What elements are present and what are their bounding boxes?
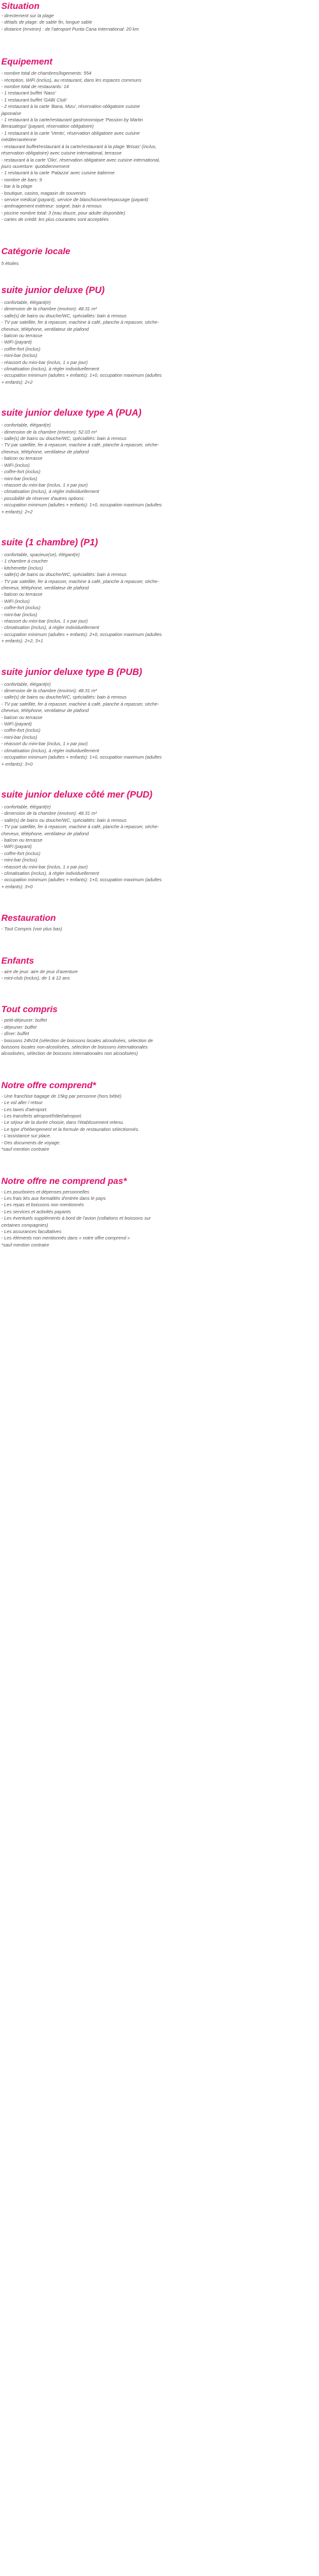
list-line: - petit-déjeuner: buffet xyxy=(1,1017,47,1024)
list-line: - occupation minimum (adultes + enfants): 1+0, occupation maximum (adultes xyxy=(1,502,162,508)
list-line: cheveux, téléphone, ventilateur de plafond xyxy=(1,830,89,837)
list-line: - Des documents de voyage. xyxy=(1,1139,61,1146)
list-line: méditerranéenne xyxy=(1,137,37,143)
list-line: certaines compagnies) xyxy=(1,1222,48,1228)
list-line: - salle(s) de bains ou douche/WC, spécialités: bain à remous xyxy=(1,694,127,701)
list-line: - mini-club (inclus), de 1 à 12 ans xyxy=(1,975,70,981)
room-heading: suite junior deluxe type B (PUB) xyxy=(1,667,142,678)
list-line: - Le séjour de la durée choisie, dans l'établissement retenu. xyxy=(1,1119,124,1126)
list-line: - piscine nombre total: 3 (eau douce, pour adulte disponible) xyxy=(1,209,126,216)
list-line: - aménagement extérieur: soigné, bain à remous xyxy=(1,203,102,209)
list-line: - confortable, spacieux(se), élégant(e) xyxy=(1,551,80,557)
list-line: - balcon ou terrasse xyxy=(1,455,43,462)
room-heading: suite junior deluxe type A (PUA) xyxy=(1,408,142,419)
hotel-info-page xyxy=(0,0,319,1248)
equipement-heading: Equipement xyxy=(1,56,53,67)
list-line: - WiFi (payant) xyxy=(1,721,32,727)
list-line: - confortable, élégant(e) xyxy=(1,681,51,687)
offre-comprend-section xyxy=(1,1079,318,1153)
list-line: *sauf mention contraire xyxy=(1,1241,50,1248)
list-line: cheveux, téléphone, ventilateur de plafond xyxy=(1,448,89,455)
rooms-container xyxy=(1,285,318,890)
list-line: - restaurant buffet/restaurant à la carte/restaurant à la plage 'Brisas' (inclus, xyxy=(1,143,157,149)
room-feature-list xyxy=(1,422,318,515)
list-line: - aire de jeux: aire de jeux d'aventure xyxy=(1,968,78,974)
list-line: - Les taxes d'aéroport. xyxy=(1,1106,48,1112)
list-line: - boissons 24h/24 (sélection de boissons locales alcoolisées, sélection de xyxy=(1,1037,153,1043)
list-line: - restaurant à la carte 'Olio', réservation obligatoire avec cuisine international, xyxy=(1,156,160,163)
list-line: *sauf mention contraire xyxy=(1,1146,50,1153)
list-line: - climatisation (inclus), à régler individuellement xyxy=(1,625,100,631)
list-line: - salle(s) de bains ou douche/WC, spécialités: bain à remous xyxy=(1,436,127,442)
list-line: - balcon ou terrasse xyxy=(1,333,43,338)
enfants-list xyxy=(1,969,318,982)
list-line: - possibilité de réserver d'autres options: xyxy=(1,495,85,501)
list-line: - cartes de crédit: les plus courantes sont acceptées xyxy=(1,216,109,223)
enfants-heading: Enfants xyxy=(1,955,34,966)
list-line: cheveux, téléphone, ventilateur de plafond xyxy=(1,326,89,332)
list-line: - coffre-fort (inclus) xyxy=(1,469,41,475)
list-line: - coffre-fort (inclus) xyxy=(1,345,41,352)
list-line: - dimension de la chambre (environ): 48.31 m² xyxy=(1,306,97,312)
list-line: - occupation minimum (adultes + enfants): 1+0, occupation maximum (adultes xyxy=(1,372,162,379)
list-line: Berasategui' (payant, réservation obligatoire) xyxy=(1,123,94,130)
restauration-list xyxy=(1,926,318,932)
list-line: - distance (environ) : de l'aéroport Punta Cana International: 20 km xyxy=(1,26,139,32)
list-line: - Les transferts aéroport/hôtel/aéroport. xyxy=(1,1113,82,1119)
list-line: - coffre-fort (inclus) xyxy=(1,605,41,611)
list-line: - bar à la plage xyxy=(1,183,33,190)
list-line: - dimension de la chambre (environ): 48.31 m² xyxy=(1,688,97,694)
list-line: - Tout Compris (voir plus bas) xyxy=(1,926,63,932)
equipement-section xyxy=(1,56,318,223)
list-line: - Les éventuels suppléments à bord de l'avion (collations et boissons sur xyxy=(1,1215,151,1222)
room-section xyxy=(1,407,318,515)
categorie-heading: Catégorie locale xyxy=(1,245,71,256)
list-line: - Les services et activités payants xyxy=(1,1208,71,1215)
offre-ne-comprend-heading: Notre offre ne comprend pas* xyxy=(1,1175,127,1186)
list-line: réservation obligatoire) avec cuisine international, terrasse xyxy=(1,150,122,156)
list-line: - balcon ou terrasse xyxy=(1,837,43,843)
room-section xyxy=(1,667,318,768)
list-line: - service médical (payant), service de blanchisserie/repassage (payant) xyxy=(1,196,149,202)
list-line: - WiFi (payant) xyxy=(1,844,32,850)
room-feature-list xyxy=(1,299,318,386)
room-heading: suite (1 chambre) (P1) xyxy=(1,537,98,548)
list-line: - mini-bar (inclus) xyxy=(1,475,38,481)
list-line: - 1 restaurant à la carte 'Vento', réservation obligatoire avec cuisine xyxy=(1,130,140,136)
list-line: - 2 restaurant à la carte 'Bana, Mizu', réservation obligatoire cuisine xyxy=(1,103,140,110)
list-line: - occupation minimum (adultes + enfants): 1+0, occupation maximum (adultes xyxy=(1,877,162,883)
list-line: - WiFi (inclus) xyxy=(1,598,30,604)
list-line: - Le vol aller / retour xyxy=(1,1100,43,1106)
room-feature-list xyxy=(1,552,318,645)
list-line: + enfants): 3+0 xyxy=(1,883,33,890)
list-line: - salle(s) de bains ou douche/WC, spécialités: bain à remous xyxy=(1,312,127,319)
list-line: - détails de plage: de sable fin, longue sable xyxy=(1,19,93,26)
list-line: - TV par satellite, fer à repasser, machine à café, planche à repasser, sèche- xyxy=(1,319,160,326)
list-line: - réassort du mini-bar (inclus, 1 x par jour) xyxy=(1,359,88,365)
list-line: - Les repas et boissons non mentionnés xyxy=(1,1202,84,1208)
tout-compris-list xyxy=(1,1017,318,1057)
restauration-section xyxy=(1,912,318,932)
tout-compris-heading: Tout compris xyxy=(1,1004,58,1015)
list-line: - 1 restaurant à la carte 'Palazza' avec cuisine italienne xyxy=(1,170,115,176)
offre-ne-comprend-section xyxy=(1,1175,318,1249)
list-line: + enfants): 2+2 xyxy=(1,508,33,515)
list-line: - 1 chambre à coucher xyxy=(1,558,48,564)
list-line: - directement sur la plage xyxy=(1,13,54,19)
list-line: - nombre total de chambres/logements: 554 xyxy=(1,70,92,77)
tout-compris-section xyxy=(1,1003,318,1057)
list-line: - coffre-fort (inclus) xyxy=(1,727,41,734)
list-line: - mini-bar (inclus) xyxy=(1,352,38,359)
list-line: - mini-bar (inclus) xyxy=(1,734,38,740)
list-line: - climatisation (inclus), à régler individuellement xyxy=(1,747,100,754)
list-line: - salle(s) de bains ou douche/WC, spécialités: bain à remous xyxy=(1,572,127,578)
list-line: - Le type d'hébergement et la formule de restauration sélectionnés. xyxy=(1,1126,140,1132)
list-line: - Les assurances facultatives xyxy=(1,1228,62,1234)
list-line: - TV par satellite, fer à repasser, machine à café, planche à repasser, sèche- xyxy=(1,824,160,830)
restauration-heading: Restauration xyxy=(1,913,56,923)
list-line: japonaise xyxy=(1,110,22,116)
list-line: boissons locales non-alcoolisées, sélection de boissons internationales xyxy=(1,1044,148,1050)
list-line: - confortable, élégant(e) xyxy=(1,299,51,305)
list-line: - TV par satellite, fer à repasser, machine à café, planche à repasser, sèche- xyxy=(1,442,160,448)
list-line: - occupation minimum (adultes + enfants): 1+0, occupation maximum (adultes xyxy=(1,754,162,761)
list-line: - dimension de la chambre (environ): 48.31 m² xyxy=(1,810,97,817)
situation-section xyxy=(1,0,318,33)
list-line: - WiFi (payant) xyxy=(1,339,32,345)
list-line: - TV par satellite, fer à repasser, machine à café, planche à repasser, sèche- xyxy=(1,578,160,584)
list-line: - 1 restaurant à la carte/restaurant gastronomique 'Passion by Martin xyxy=(1,117,144,123)
list-line: - confortable, élégant(e) xyxy=(1,422,51,428)
offre-ne-comprend-list xyxy=(1,1189,318,1249)
list-line: cheveux, téléphone, ventilateur de plafond xyxy=(1,584,89,591)
list-line: - réassort du mini-bar (inclus, 1 x par jour) xyxy=(1,741,88,747)
list-line: - dîner: buffet xyxy=(1,1031,29,1037)
list-line: - kitchenette (inclus) xyxy=(1,564,43,571)
list-line: - balcon ou terrasse xyxy=(1,591,43,598)
list-line: - mini-bar (inclus) xyxy=(1,611,38,617)
situation-list xyxy=(1,13,318,33)
list-line: cheveux, téléphone, ventilateur de plafond xyxy=(1,708,89,714)
list-line: - Les pourboires et dépenses personnelles xyxy=(1,1188,89,1195)
room-section xyxy=(1,537,318,645)
list-line: - Une franchise bagage de 15kg par personne (hors bébé) xyxy=(1,1093,122,1099)
list-line: - mini-bar (inclus) xyxy=(1,857,38,863)
offre-comprend-list xyxy=(1,1093,318,1153)
room-heading: suite junior deluxe (PU) xyxy=(1,285,105,296)
enfants-section xyxy=(1,955,318,982)
list-line: - climatisation (inclus), à régler individuellement xyxy=(1,489,100,495)
list-line: - confortable, élégant(e) xyxy=(1,803,51,810)
list-line: - balcon ou terrasse xyxy=(1,714,43,720)
list-line: - occupation minimum (adultes + enfants): 2+0, occupation maximum (adultes xyxy=(1,631,162,637)
list-line: + enfants): 3+0 xyxy=(1,761,33,767)
list-line: - nombre de bars: 9 xyxy=(1,176,42,183)
list-line: alcoolisées, sélection de boissons internationales non alcoolisées) xyxy=(1,1050,138,1057)
list-line: - réassort du mini-bar (inclus, 1 x par jour) xyxy=(1,481,88,488)
list-line: - L'assistance sur place. xyxy=(1,1133,52,1139)
room-section xyxy=(1,789,318,890)
list-line: - réception, WiFi (inclus), au restaurant, dans les espaces communs xyxy=(1,77,142,83)
list-line: - WiFi (inclus) xyxy=(1,462,30,468)
list-line: - dimension de la chambre (environ): 52.03 m² xyxy=(1,428,97,435)
list-line: - Les frais liés aux formalités d'entrée dans le pays xyxy=(1,1195,106,1201)
list-line: - salle(s) de bains ou douche/WC, spécialités: bain à remous xyxy=(1,817,127,823)
list-line: - réassort du mini-bar (inclus, 1 x par jour) xyxy=(1,863,88,870)
list-line: + enfants): 2+2 xyxy=(1,379,33,385)
room-feature-list xyxy=(1,681,318,768)
categorie-section xyxy=(1,245,318,267)
situation-heading: Situation xyxy=(1,1,40,11)
list-line: - boutique, casino, magasin de souvenirs xyxy=(1,190,86,196)
room-heading: suite junior deluxe côté mer (PUD) xyxy=(1,789,152,800)
list-line: jours ouverture: quotidiennement xyxy=(1,163,70,169)
list-line: - 1 restaurant buffet 'GABI Club' xyxy=(1,96,67,103)
list-line: - TV par satellite, fer à repasser, machine à café, planche à repasser, sèche- xyxy=(1,701,160,707)
list-line: - climatisation (inclus), à régler individuellement xyxy=(1,870,100,876)
list-line: - climatisation (inclus), à régler individuellement xyxy=(1,366,100,372)
list-line: - coffre-fort (inclus) xyxy=(1,850,41,856)
list-line: - nombre total de restaurants: 14 xyxy=(1,84,69,90)
list-line: - 1 restaurant buffet 'Naos' xyxy=(1,90,56,96)
list-line: + enfants): 2+2, 3+1 xyxy=(1,638,43,644)
list-line: - réassort du mini-bar (inclus, 1 x par jour) xyxy=(1,618,88,624)
equipement-list xyxy=(1,70,318,223)
room-section xyxy=(1,285,318,386)
room-feature-list xyxy=(1,804,318,890)
offre-comprend-heading: Notre offre comprend* xyxy=(1,1079,96,1090)
list-line: - Les éléments non mentionnés dans « notre offre comprend » xyxy=(1,1235,130,1241)
list-line: - déjeuner: buffet xyxy=(1,1024,37,1030)
categorie-stars: 5 étoiles xyxy=(1,260,19,266)
